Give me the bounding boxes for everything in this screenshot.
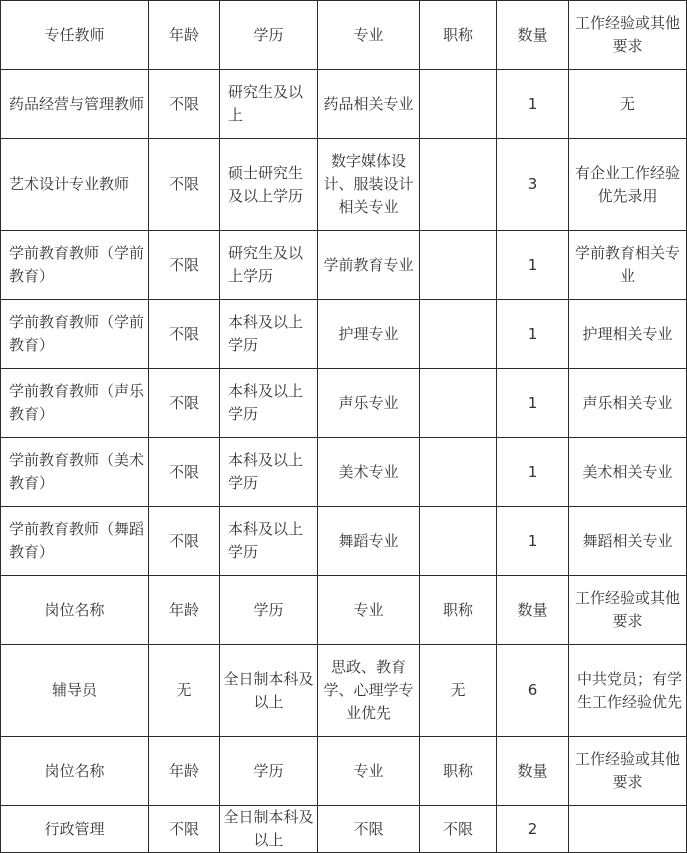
table-row	[1, 438, 687, 507]
table-row	[1, 139, 687, 231]
header-cell-position: 岗位名称	[1, 737, 149, 806]
quantity-cell: 2	[497, 806, 569, 853]
header-cell-requirements: 工作经验或其他要求	[569, 576, 687, 645]
position-cell: 学前教育教师（美术教育）	[1, 438, 149, 507]
header-cell-title: 职称	[420, 1, 497, 70]
header-cell-age: 年龄	[149, 576, 220, 645]
position-cell: 辅导员	[1, 645, 149, 737]
major-cell: 学前教育专业	[318, 231, 420, 300]
major-cell: 药品相关专业	[318, 70, 420, 139]
header-cell-requirements: 工作经验或其他要求	[569, 737, 687, 806]
requirements-cell: 学前教育相关专业	[569, 231, 687, 300]
quantity-cell: 1	[497, 231, 569, 300]
table-row	[1, 806, 687, 853]
requirements-cell: 美术相关专业	[569, 438, 687, 507]
age-cell: 不限	[149, 369, 220, 438]
title-cell: 不限	[420, 806, 497, 853]
quantity-cell: 1	[497, 507, 569, 576]
education-cell: 研究生及以上学历	[220, 231, 318, 300]
header-cell-education: 学历	[220, 1, 318, 70]
header-cell-education: 学历	[220, 737, 318, 806]
requirements-cell: 护理相关专业	[569, 300, 687, 369]
position-cell: 行政管理	[1, 806, 149, 853]
requirements-cell: 舞蹈相关专业	[569, 507, 687, 576]
title-cell	[420, 507, 497, 576]
header-cell-position: 岗位名称	[1, 576, 149, 645]
header-row	[1, 737, 687, 806]
header-cell-position: 专任教师	[1, 1, 149, 70]
major-cell: 舞蹈专业	[318, 507, 420, 576]
header-cell-quantity: 数量	[497, 737, 569, 806]
header-cell-quantity: 数量	[497, 1, 569, 70]
table-row	[1, 300, 687, 369]
major-cell: 护理专业	[318, 300, 420, 369]
education-cell: 本科及以上学历	[220, 438, 318, 507]
header-cell-requirements: 工作经验或其他要求	[569, 1, 687, 70]
requirements-cell: 中共党员；有学生工作经验优先	[569, 645, 687, 737]
header-cell-major: 专业	[318, 737, 420, 806]
requirements-cell	[569, 806, 687, 853]
age-cell: 不限	[149, 806, 220, 853]
header-cell-major: 专业	[318, 576, 420, 645]
quantity-cell: 1	[497, 70, 569, 139]
quantity-cell: 6	[497, 645, 569, 737]
requirements-cell: 声乐相关专业	[569, 369, 687, 438]
education-cell: 研究生及以上	[220, 70, 318, 139]
major-cell: 声乐专业	[318, 369, 420, 438]
education-cell: 全日制本科及以上	[220, 806, 318, 853]
major-cell: 美术专业	[318, 438, 420, 507]
table-row	[1, 507, 687, 576]
position-cell: 学前教育教师（声乐教育）	[1, 369, 149, 438]
age-cell: 不限	[149, 300, 220, 369]
title-cell	[420, 438, 497, 507]
education-cell: 硕士研究生及以上学历	[220, 139, 318, 231]
major-cell: 思政、教育学、心理学专业优先	[318, 645, 420, 737]
education-cell: 本科及以上学历	[220, 369, 318, 438]
header-cell-title: 职称	[420, 737, 497, 806]
age-cell: 不限	[149, 507, 220, 576]
header-cell-age: 年龄	[149, 1, 220, 70]
education-cell: 本科及以上学历	[220, 507, 318, 576]
table-row	[1, 70, 687, 139]
major-cell: 不限	[318, 806, 420, 853]
position-cell: 学前教育教师（舞蹈教育）	[1, 507, 149, 576]
major-cell: 数字媒体设计、服装设计相关专业	[318, 139, 420, 231]
requirements-cell: 有企业工作经验优先录用	[569, 139, 687, 231]
header-row	[1, 576, 687, 645]
header-cell-age: 年龄	[149, 737, 220, 806]
education-cell: 本科及以上学历	[220, 300, 318, 369]
age-cell: 不限	[149, 231, 220, 300]
age-cell: 不限	[149, 70, 220, 139]
title-cell	[420, 139, 497, 231]
title-cell	[420, 369, 497, 438]
table-row	[1, 369, 687, 438]
quantity-cell: 1	[497, 300, 569, 369]
education-cell: 全日制本科及以上	[220, 645, 318, 737]
title-cell	[420, 300, 497, 369]
age-cell: 不限	[149, 438, 220, 507]
header-row	[1, 1, 687, 70]
quantity-cell: 1	[497, 369, 569, 438]
table-row	[1, 231, 687, 300]
requirements-cell: 无	[569, 70, 687, 139]
table-row	[1, 645, 687, 737]
quantity-cell: 1	[497, 438, 569, 507]
position-cell: 艺术设计专业教师	[1, 139, 149, 231]
age-cell: 不限	[149, 139, 220, 231]
age-cell: 无	[149, 645, 220, 737]
title-cell: 无	[420, 645, 497, 737]
header-cell-quantity: 数量	[497, 576, 569, 645]
header-cell-title: 职称	[420, 576, 497, 645]
position-cell: 学前教育教师（学前教育）	[1, 231, 149, 300]
position-cell: 药品经营与管理教师	[1, 70, 149, 139]
header-cell-major: 专业	[318, 1, 420, 70]
quantity-cell: 3	[497, 139, 569, 231]
title-cell	[420, 231, 497, 300]
position-cell: 学前教育教师（学前教育）	[1, 300, 149, 369]
header-cell-education: 学历	[220, 576, 318, 645]
title-cell	[420, 70, 497, 139]
